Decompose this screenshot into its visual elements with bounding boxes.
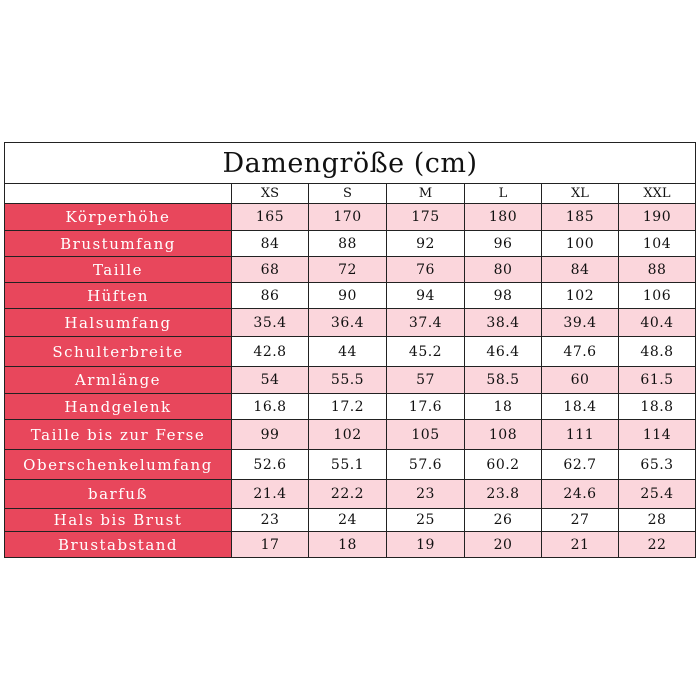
measurement-cell: 57.6: [387, 450, 465, 480]
measurement-cell: 84: [542, 257, 619, 283]
row-label: barfuß: [5, 480, 232, 509]
table-row: [5, 509, 696, 532]
measurement-cell: 18.8: [619, 394, 696, 420]
row-label: Hüften: [5, 283, 232, 309]
size-chart-table: [4, 142, 696, 558]
measurement-cell: 88: [619, 257, 696, 283]
measurement-cell: 23.8: [465, 480, 542, 509]
measurement-cell: 16.8: [232, 394, 309, 420]
size-header-xs: XS: [232, 184, 309, 204]
measurement-cell: 38.4: [465, 309, 542, 337]
title-row: [5, 143, 696, 184]
measurement-cell: 46.4: [465, 337, 542, 367]
measurement-cell: 185: [542, 204, 619, 231]
measurement-cell: 94: [387, 283, 465, 309]
measurement-cell: 60: [542, 367, 619, 394]
measurement-cell: 27: [542, 509, 619, 532]
row-label: Brustabstand: [5, 532, 232, 558]
row-label: Taille: [5, 257, 232, 283]
measurement-cell: 90: [309, 283, 387, 309]
table-row: [5, 532, 696, 558]
measurement-cell: 61.5: [619, 367, 696, 394]
measurement-cell: 100: [542, 231, 619, 257]
measurement-cell: 111: [542, 420, 619, 450]
measurement-cell: 57: [387, 367, 465, 394]
measurement-cell: 24.6: [542, 480, 619, 509]
row-label: Schulterbreite: [5, 337, 232, 367]
size-header-s: S: [309, 184, 387, 204]
measurement-cell: 55.1: [309, 450, 387, 480]
table-row: [5, 420, 696, 450]
measurement-cell: 24: [309, 509, 387, 532]
row-label: Handgelenk: [5, 394, 232, 420]
measurement-cell: 175: [387, 204, 465, 231]
measurement-cell: 26: [465, 509, 542, 532]
measurement-cell: 102: [542, 283, 619, 309]
measurement-cell: 98: [465, 283, 542, 309]
measurement-cell: 96: [465, 231, 542, 257]
measurement-cell: 22: [619, 532, 696, 558]
measurement-cell: 104: [619, 231, 696, 257]
measurement-cell: 25.4: [619, 480, 696, 509]
measurement-cell: 21.4: [232, 480, 309, 509]
table-row: [5, 394, 696, 420]
measurement-cell: 22.2: [309, 480, 387, 509]
measurement-cell: 65.3: [619, 450, 696, 480]
measurement-cell: 165: [232, 204, 309, 231]
measurement-cell: 20: [465, 532, 542, 558]
measurement-cell: 76: [387, 257, 465, 283]
measurement-cell: 44: [309, 337, 387, 367]
measurement-cell: 48.8: [619, 337, 696, 367]
row-label: Körperhöhe: [5, 204, 232, 231]
measurement-cell: 21: [542, 532, 619, 558]
measurement-cell: 58.5: [465, 367, 542, 394]
measurement-cell: 68: [232, 257, 309, 283]
measurement-cell: 23: [232, 509, 309, 532]
size-header-row: [5, 184, 696, 204]
measurement-cell: 40.4: [619, 309, 696, 337]
measurement-cell: 39.4: [542, 309, 619, 337]
chart-title: Damengröße (cm): [5, 143, 696, 184]
measurement-cell: 54: [232, 367, 309, 394]
measurement-cell: 36.4: [309, 309, 387, 337]
measurement-cell: 190: [619, 204, 696, 231]
table-row: [5, 367, 696, 394]
measurement-cell: 99: [232, 420, 309, 450]
measurement-cell: 92: [387, 231, 465, 257]
measurement-cell: 19: [387, 532, 465, 558]
measurement-cell: 17.2: [309, 394, 387, 420]
measurement-cell: 18: [465, 394, 542, 420]
table-row: [5, 337, 696, 367]
measurement-cell: 105: [387, 420, 465, 450]
measurement-cell: 25: [387, 509, 465, 532]
table-row: [5, 283, 696, 309]
row-label: Oberschenkelumfang: [5, 450, 232, 480]
measurement-cell: 18: [309, 532, 387, 558]
table-row: [5, 204, 696, 231]
row-label: Armlänge: [5, 367, 232, 394]
row-label: Taille bis zur Ferse: [5, 420, 232, 450]
row-label: Hals bis Brust: [5, 509, 232, 532]
size-header-m: M: [387, 184, 465, 204]
measurement-cell: 23: [387, 480, 465, 509]
measurement-cell: 62.7: [542, 450, 619, 480]
measurement-cell: 108: [465, 420, 542, 450]
measurement-cell: 55.5: [309, 367, 387, 394]
measurement-cell: 28: [619, 509, 696, 532]
measurement-cell: 42.8: [232, 337, 309, 367]
measurement-cell: 72: [309, 257, 387, 283]
measurement-cell: 35.4: [232, 309, 309, 337]
measurement-cell: 17: [232, 532, 309, 558]
table-row: [5, 231, 696, 257]
measurement-cell: 37.4: [387, 309, 465, 337]
table-row: [5, 450, 696, 480]
measurement-cell: 88: [309, 231, 387, 257]
measurement-cell: 84: [232, 231, 309, 257]
table-row: [5, 309, 696, 337]
measurement-cell: 47.6: [542, 337, 619, 367]
size-header-l: L: [465, 184, 542, 204]
measurement-cell: 114: [619, 420, 696, 450]
measurement-cell: 86: [232, 283, 309, 309]
table-row: [5, 480, 696, 509]
measurement-cell: 60.2: [465, 450, 542, 480]
header-blank-cell: [5, 184, 232, 204]
measurement-cell: 17.6: [387, 394, 465, 420]
size-header-xxl: XXL: [619, 184, 696, 204]
measurement-cell: 180: [465, 204, 542, 231]
table-row: [5, 257, 696, 283]
measurement-cell: 106: [619, 283, 696, 309]
measurement-cell: 102: [309, 420, 387, 450]
size-chart-body: [5, 143, 696, 558]
measurement-cell: 52.6: [232, 450, 309, 480]
measurement-cell: 18.4: [542, 394, 619, 420]
size-header-xl: XL: [542, 184, 619, 204]
measurement-cell: 80: [465, 257, 542, 283]
row-label: Halsumfang: [5, 309, 232, 337]
measurement-cell: 45.2: [387, 337, 465, 367]
row-label: Brustumfang: [5, 231, 232, 257]
measurement-cell: 170: [309, 204, 387, 231]
